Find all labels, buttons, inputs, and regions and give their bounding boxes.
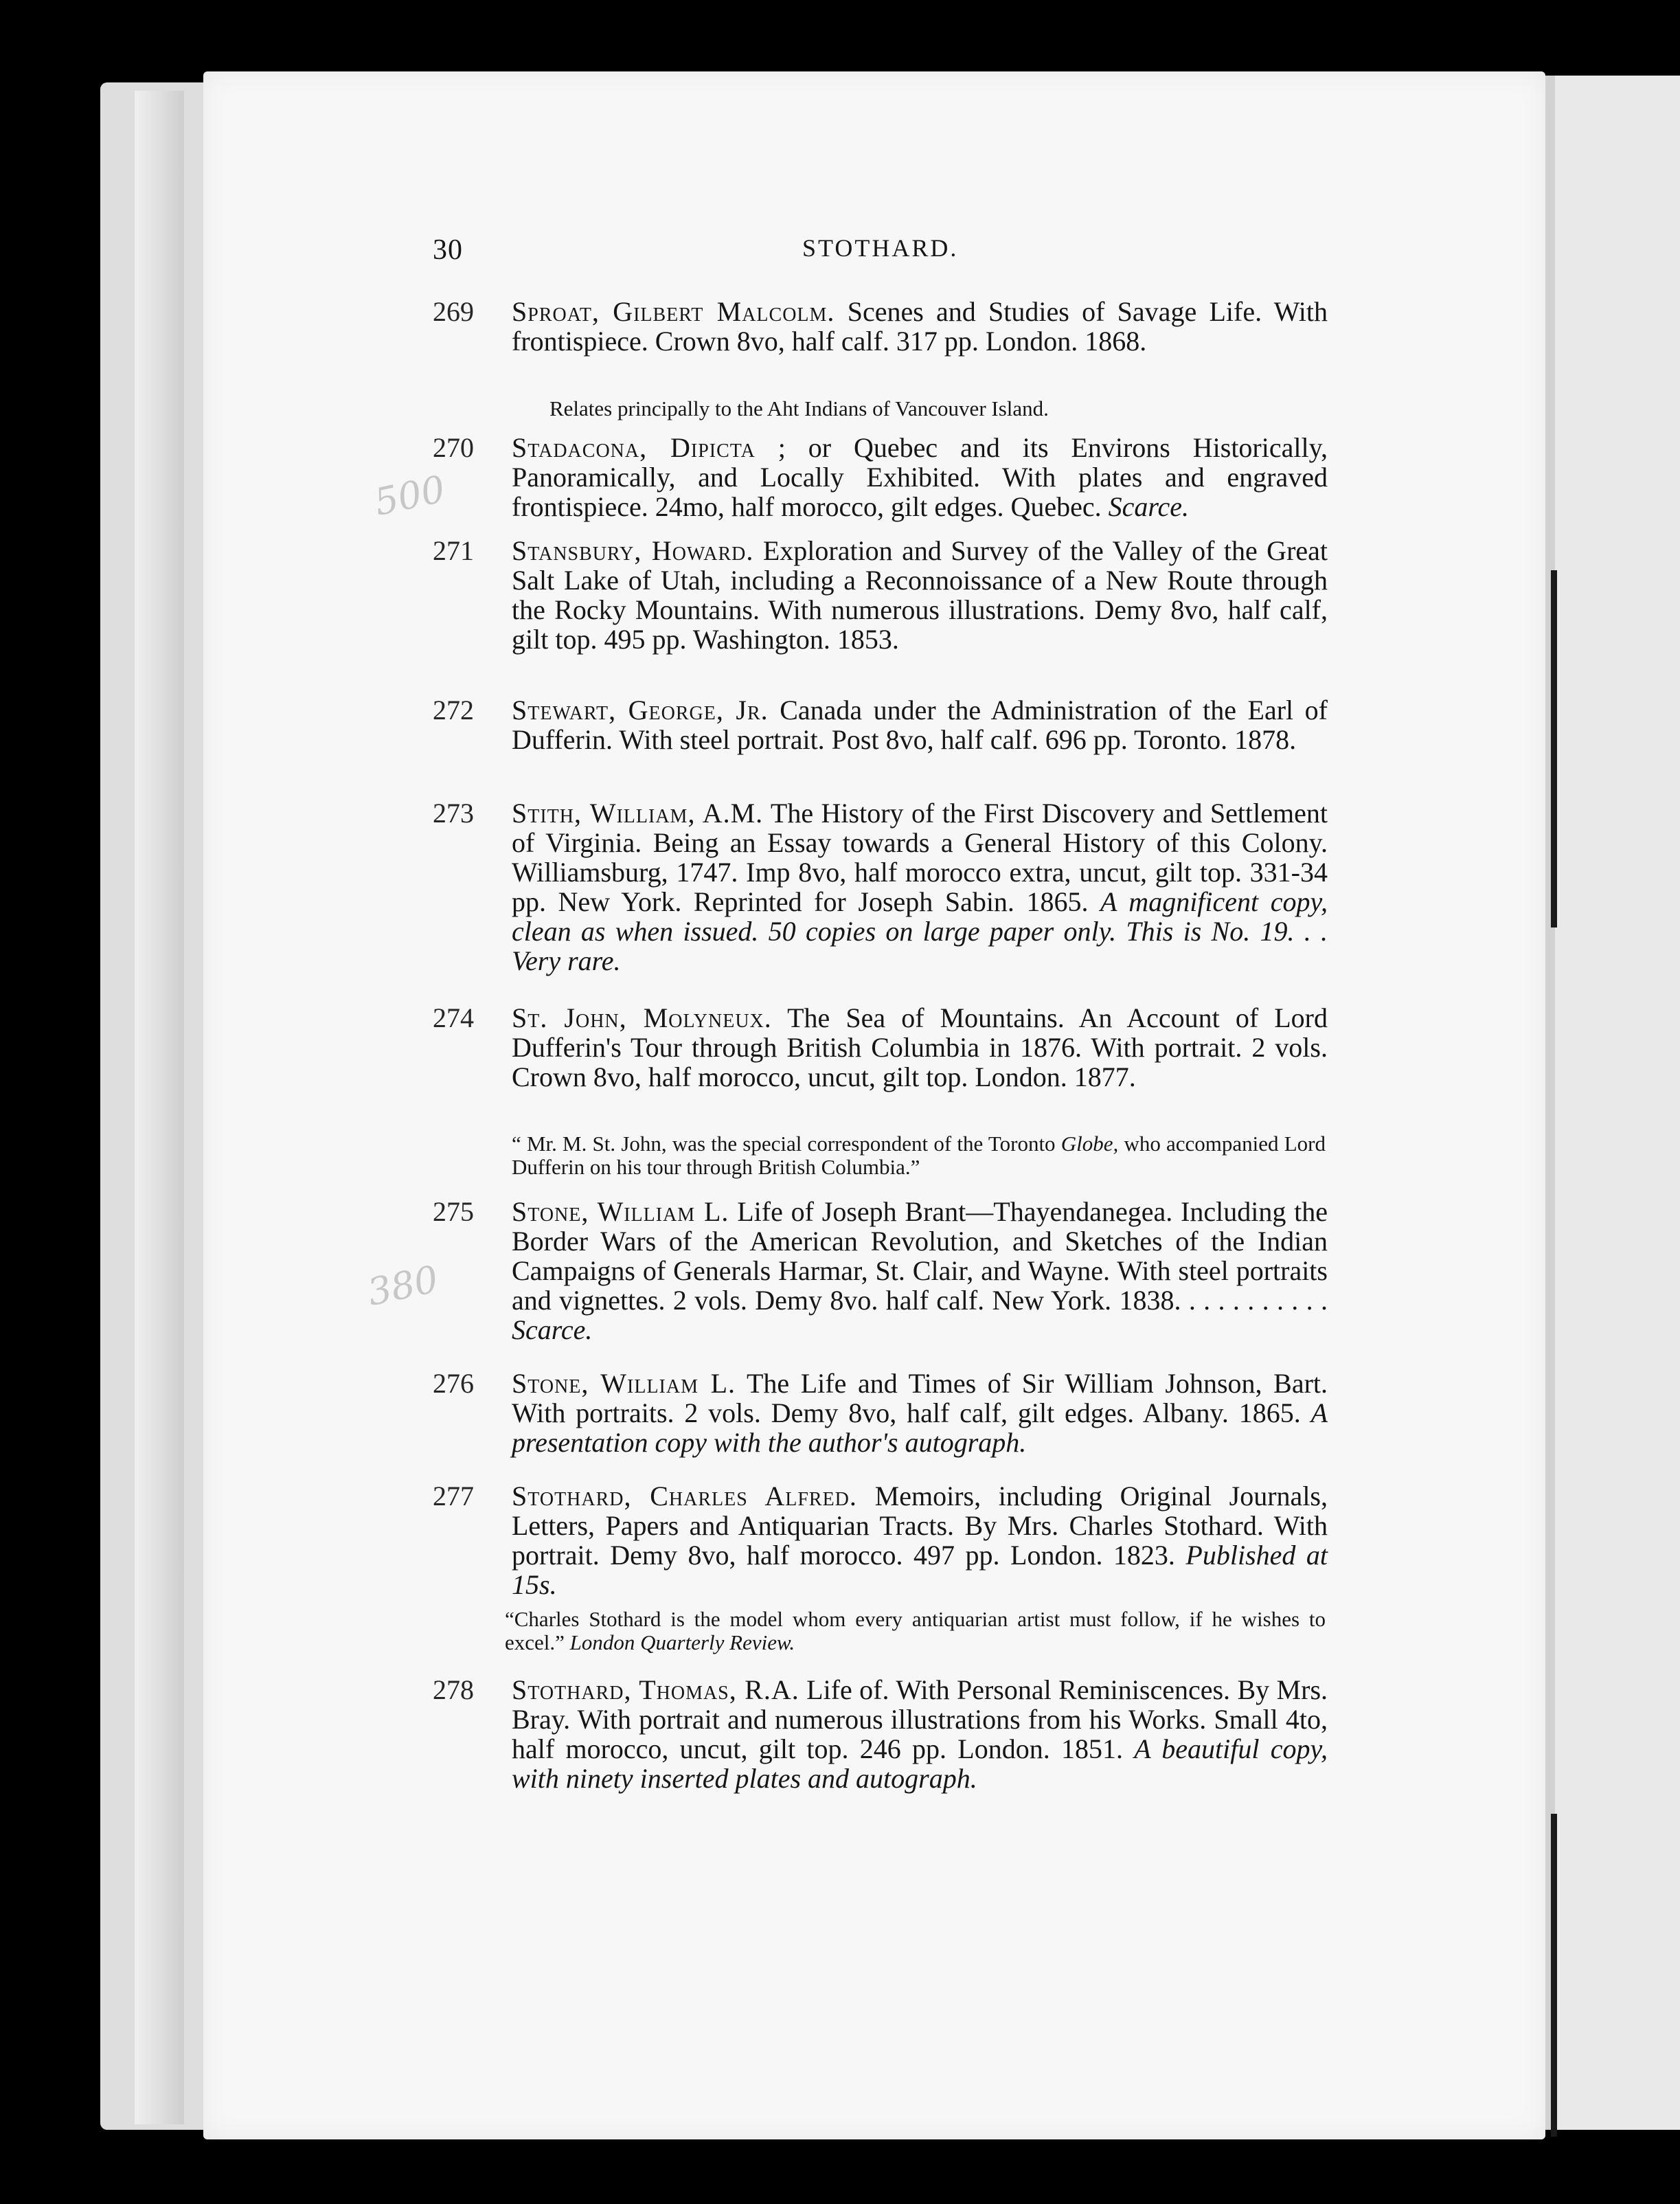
entry-text: ; or Quebec and its Environs Historically, Panoramically, and Locally Exhibited. With plates and engraved frontispiece. 24mo, half morocco, gilt edges. Quebec. xyxy=(512,432,1328,522)
entry-number: 269 xyxy=(433,296,474,327)
entry-number: 272 xyxy=(433,695,474,726)
catalogue-entry xyxy=(433,1368,1328,1458)
catalogue-entry xyxy=(433,1674,1328,1794)
catalogue-entry xyxy=(433,798,1328,976)
note-text: Relates principally to the Aht Indians of Vancouver Island. xyxy=(549,396,1049,420)
note-source: Globe, xyxy=(1060,1132,1119,1156)
entry-author: St. John, Molyneux. xyxy=(512,1002,772,1033)
entry-number: 270 xyxy=(433,432,474,463)
entry-remark: A presentation copy with the author's autograph. xyxy=(512,1397,1328,1458)
entry-text: The History of the First Discovery and Settlement of Virginia. Being an Essay towards a General History of this Colony. Williamsburg, 1747. Imp 8vo, half morocco extra, uncut, gilt top. 331-34 pp. New York. Reprinted for Joseph Sabin. 1865. xyxy=(512,798,1328,917)
catalogue-entry xyxy=(433,1002,1328,1092)
note-text: who accompanied Lord Dufferin on his tour through British Columbia.” xyxy=(512,1132,1326,1179)
note-text: “ Mr. M. St. John, was the special correspondent of the Toronto xyxy=(512,1132,1056,1156)
entry-author: Stone, William L. xyxy=(512,1196,729,1227)
entry-author: Stothard, Charles Alfred. xyxy=(512,1481,857,1511)
entry-number: 277 xyxy=(433,1481,474,1511)
entry-text: Exploration and Survey of the Valley of the Great Salt Lake of Utah, including a Reconnoissance of a New Route through the Rocky Mountains. With numerous illustrations. Demy 8vo, half calf, gilt top. 495 pp. Washington. 1853. xyxy=(512,535,1328,655)
note-source: London Quarterly Review. xyxy=(569,1630,795,1654)
left-page-shadow xyxy=(135,91,184,2124)
catalogue-entry xyxy=(433,695,1328,755)
entry-author: Stadacona, Dipicta xyxy=(512,432,756,463)
note-text: “Charles Stothard is the model whom every antiquarian artist must follow, if he wishes to excel.” xyxy=(505,1607,1326,1654)
catalogue-entry xyxy=(433,535,1328,655)
entry-remark: A magnificent copy, clean as when issued. 50 copies on large paper only. This is No. 19. . . Very rare. xyxy=(512,886,1328,976)
entry-text: The Sea of Mountains. An Account of Lord Dufferin's Tour through British Columbia in 1876. With portrait. 2 vols. Crown 8vo, half morocco, uncut, gilt top. London. 1877. xyxy=(512,1002,1328,1092)
entry-author: Stith, William, A.M. xyxy=(512,798,764,829)
entry-author: Stewart, George, Jr. xyxy=(512,695,769,726)
catalogue-entry xyxy=(433,1196,1328,1345)
gutter-mark xyxy=(1551,570,1557,927)
entry-number: 273 xyxy=(433,798,474,829)
entry-text: Life of Joseph Brant—Thayendanegea. Including the Border Wars of the American Revolution, and Sketches of the Indian Campaigns of Generals Harmar, St. Clair, and Wayne. With steel portraits and vignettes. 2 vols. Demy 8vo. half calf. New York. 1838. . . . . . . . . . . xyxy=(512,1196,1328,1316)
entry-remark: Scarce. xyxy=(1108,491,1189,522)
entry-author: Stone, William L. xyxy=(512,1368,736,1399)
entry-text: Scenes and Studies of Savage Life. With frontispiece. Crown 8vo, half calf. 317 pp. London. 1868. xyxy=(512,296,1328,357)
catalogue-entry xyxy=(433,1481,1328,1600)
entry-number: 274 xyxy=(433,1002,474,1033)
entry-number: 278 xyxy=(433,1674,474,1705)
entry-text: Life of. With Personal Reminiscences. By Mrs. Bray. With portrait and numerous illustrations from his Works. Small 4to, half morocco, uncut, gilt top. 246 pp. London. 1851. xyxy=(512,1674,1328,1764)
catalogue-entry xyxy=(433,432,1328,522)
entry-remark: Scarce. xyxy=(512,1314,593,1345)
entry-note xyxy=(549,397,1319,420)
entry-author: Stothard, Thomas, R.A. xyxy=(512,1674,799,1705)
entry-text: Memoirs, including Original Journals, Letters, Papers and Antiquarian Tracts. By Mrs. Charles Stothard. With portrait. Demy 8vo, half morocco. 497 pp. London. 1823. xyxy=(512,1481,1328,1571)
entry-author: Sproat, Gilbert Malcolm. xyxy=(512,296,835,327)
gutter-mark xyxy=(1551,1814,1557,2137)
catalogue-page xyxy=(203,71,1545,2139)
running-title: STOTHARD. xyxy=(802,234,959,262)
page-number: 30 xyxy=(433,234,463,266)
entry-number: 271 xyxy=(433,535,474,566)
entry-note xyxy=(512,1132,1326,1179)
margin-pencil-note: 500 xyxy=(370,466,449,525)
entry-number: 275 xyxy=(433,1196,474,1227)
entry-text: The Life and Times of Sir William Johnson, Bart. With portraits. 2 vols. Demy 8vo, half calf, gilt edges. Albany. 1865. xyxy=(512,1368,1328,1428)
entry-note xyxy=(505,1608,1326,1654)
entry-number: 276 xyxy=(433,1368,474,1399)
right-page-edge xyxy=(1537,76,1680,2130)
entry-remark: Published at 15s. xyxy=(512,1540,1328,1600)
entry-remark: A beautiful copy, with ninety inserted plates and autograph. xyxy=(512,1733,1328,1794)
catalogue-entry xyxy=(433,296,1328,357)
entry-text: Canada under the Administration of the Earl of Dufferin. With steel portrait. Post 8vo, half calf. 696 pp. Toronto. 1878. xyxy=(512,695,1328,755)
margin-pencil-note: 380 xyxy=(363,1257,442,1315)
entry-author: Stansbury, Howard. xyxy=(512,535,754,566)
